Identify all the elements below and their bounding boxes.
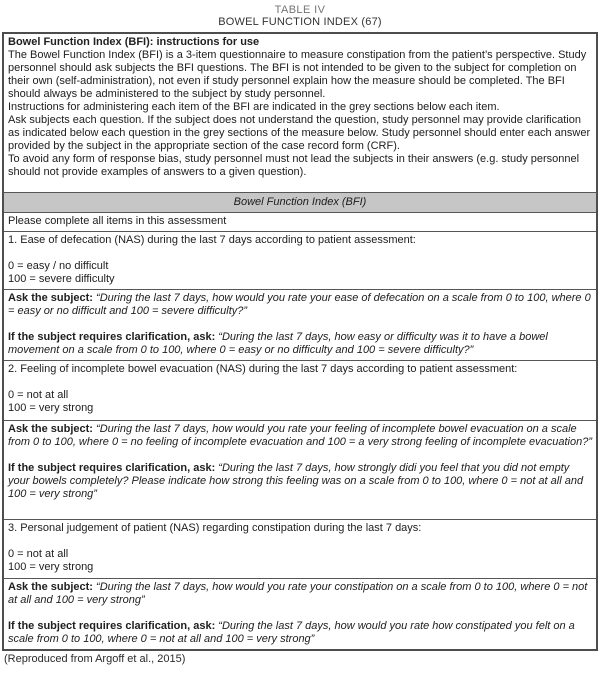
clarify-quote: “During the last 7 days, how strongly didi you feel that you did not empty your bowels completely? Please indicate how strong this feeling was on a scale from 0 to 100, where 0 = not at all and 100 = very strong” [8, 462, 584, 500]
item-3-question-cell [4, 519, 596, 578]
clarify-label: If the subject requires clarification, ask: [8, 462, 216, 474]
ask-label: Ask the subject: [8, 292, 93, 304]
clarify-paragraph [8, 462, 592, 501]
item-2-question-cell [4, 360, 596, 420]
instructions-cell [4, 34, 596, 192]
clarify-label: If the subject requires clarification, ask: [8, 620, 216, 632]
ask-label: Ask the subject: [8, 581, 93, 593]
table-title [2, 4, 598, 28]
assessment-notice: Please complete all items in this assessment [4, 212, 596, 231]
item-scale-high: 100 = very strong [8, 402, 94, 414]
ask-quote: “During the last 7 days, how would you rate your feeling of incomplete bowel evacuation on a scale from 0 to 100, where 0 = no feeling of incomplete evacuation and 100 = a very strong feeling of incomplete evacuation?” [8, 423, 592, 448]
instructions-paragraph: Instructions for administering each item of the BFI are indicated in the grey sections below each item. [8, 101, 500, 113]
instructions-heading: Bowel Function Index (BFI): instructions for use [8, 36, 260, 48]
source-footnote: (Reproduced from Argoff et al., 2015) [4, 653, 186, 665]
clarify-paragraph [8, 331, 592, 357]
ask-paragraph [8, 292, 592, 318]
ask-quote: “During the last 7 days, how would you rate your constipation on a scale from 0 to 100, where 0 = not at all and 100 = very strong” [8, 581, 588, 606]
clarify-label: If the subject requires clarification, ask: [8, 331, 216, 343]
item-1-question-cell [4, 231, 596, 289]
item-scale-low: 0 = not at all [8, 548, 69, 560]
item-2-admin-cell [4, 420, 596, 519]
item-question: 3. Personal judgement of patient (NAS) regarding constipation during the last 7 days: [8, 522, 422, 534]
item-scale-low: 0 = not at all [8, 389, 69, 401]
ask-label: Ask the subject: [8, 423, 93, 435]
clarify-paragraph [8, 620, 592, 646]
bfi-table [2, 32, 598, 651]
table-name: BOWEL FUNCTION INDEX (67) [218, 16, 382, 28]
instructions-paragraph: To avoid any form of response bias, study personnel must not lead the subjects in their answers (e.g. study personnel should not provide examples of answers to a given question). [8, 153, 580, 178]
item-1-admin-cell [4, 289, 596, 360]
instructions-paragraph: Ask subjects each question. If the subject does not understand the question, study personnel may provide clarification as indicated below each question in the grey sections of the measure below. Study personnel should enter each answer provided by the subject in the appropriate section of the case record form (CRF). [8, 114, 591, 152]
item-3-admin-cell [4, 578, 596, 649]
clarify-quote: “During the last 7 days, how would you rate how constipated you felt on a scale from 0 to 100, where 0 = not at all and 100 = very strong” [8, 620, 575, 645]
section-banner: Bowel Function Index (BFI) [4, 192, 596, 212]
item-question: 2. Feeling of incomplete bowel evacuation (NAS) during the last 7 days according to patient assessment: [8, 363, 518, 375]
table-number: TABLE IV [274, 4, 326, 16]
clarify-quote: “During the last 7 days, how easy or difficulty was it to have a bowel movement on a scale from 0 to 100, where 0 = easy or no difficulty and 100 = severe difficulty?” [8, 331, 548, 356]
item-scale-high: 100 = severe difficulty [8, 273, 115, 285]
ask-paragraph [8, 581, 592, 607]
instructions-paragraph: The Bowel Function Index (BFI) is a 3-item questionnaire to measure constipation from the patient’s perspective. Study personnel should ask subjects the BFI questions. The BFI is not intended to be given to the subject for completion on their own (self-administration), not even if study personnel explain how the measure should be completed. The BFI should always be administered to the subject by study personnel. [8, 49, 587, 100]
ask-paragraph [8, 423, 592, 449]
item-scale-low: 0 = easy / no difficult [8, 260, 109, 272]
ask-quote: “During the last 7 days, how would you rate your ease of defecation on a scale from 0 to 100, where 0 = easy or no difficult and 100 = severe difficulty?” [8, 292, 591, 317]
item-question: 1. Ease of defecation (NAS) during the last 7 days according to patient assessment: [8, 234, 416, 246]
item-scale-high: 100 = very strong [8, 561, 94, 573]
